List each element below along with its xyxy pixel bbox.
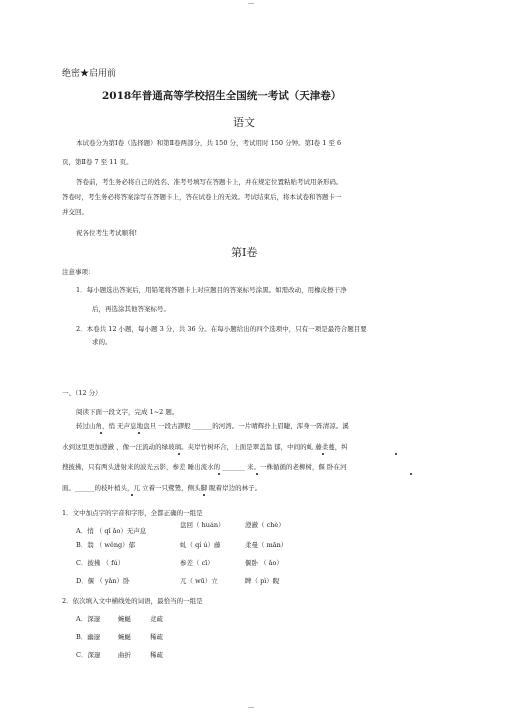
section1-label: 一、（12 分）	[62, 389, 102, 397]
q2-option-c-word1: C．深邃	[76, 651, 101, 659]
passage-line-3: 搜披拂，只有两头进射来的波光云影，参差 睡出流水的 _______ 来。一株循循的老柳树，偃 卧在河	[62, 463, 347, 471]
q1-option-d-item2: 兀（ wū）立	[180, 577, 218, 585]
q1-option-a: A．悄 （ qǐ ǎo）无声息	[76, 527, 147, 535]
emphasis-dot	[100, 432, 102, 434]
emphasis-dot	[138, 432, 140, 434]
q1-option-b-item2: 虬（ qí ú）藤	[180, 541, 221, 549]
q2-option-b-word3: 稀疏	[150, 633, 163, 641]
q1-option-a-item3: 澄澈（ chè）	[245, 521, 285, 529]
intro-line-5: 并交回。	[62, 208, 88, 216]
q1-option-b-item3: 柔曼（ mān）	[245, 541, 288, 549]
note-1a: 1．每小题选出答案后，用铅笔将答题卡上对应题目的答案标号涂黑。如需改动，用橡皮擦干净	[76, 286, 347, 294]
emphasis-dot	[322, 453, 324, 455]
q1-stem: 1．文中加点字的字音和字形，全都正确的一组是	[62, 509, 203, 517]
q1-option-a-item2: 盘回（ huán）	[180, 521, 225, 529]
intro-line-6: 祝各位考生考试顺利!	[76, 229, 138, 237]
note-2a: 2．本卷共 12 小题，每小题 3 分，共 36 分。在每小题给出的四个选项中，只有一项是最符合题目要	[76, 325, 367, 333]
q2-option-c-word3: 稀疏	[150, 651, 163, 659]
note-1b: 后，再选涂其他答案标号。	[92, 305, 170, 313]
emphasis-dot	[395, 453, 397, 455]
q1-option-c: C．披拂 （ fú）	[76, 559, 125, 567]
q1-option-c-item2: 参差（ cī）	[180, 559, 214, 567]
q2-option-b-word1: B．幽邃	[76, 633, 101, 641]
emphasis-dot	[178, 453, 180, 455]
q1-option-d: D．偃 （ yǎn）卧	[76, 577, 130, 585]
emphasis-dot	[256, 473, 258, 475]
passage-line-1: 转过山角，悄 无声息地盘旦 一段古謬般 ______的河湾。一片晴辉扑上眉睫，浑身一阵清凉。溪	[76, 422, 349, 430]
reading-instruction: 阅读下面一段文字，完成 1~2 题。	[76, 408, 179, 416]
q2-option-a-word2: 蜿蜒	[118, 615, 131, 623]
intro-line-1: 本试卷分为第Ⅰ卷（选择题）和第Ⅱ卷两部分，共 150 分，考试用时 150 分钟。第Ⅰ卷 1 至 6	[76, 139, 342, 147]
q2-stem: 2．依次填入文中横线处的词语，最恰当的一组是	[62, 597, 203, 605]
subject-title: 语文	[233, 116, 255, 129]
q2-option-a-word1: A．深邃	[76, 615, 101, 623]
exam-title: 2018年普通高等学校招生全国统一考试（天津卷）	[102, 90, 342, 102]
notice-label: 注意事项：	[62, 268, 95, 276]
intro-line-2: 页，第Ⅱ卷 7 至 11 页。	[62, 158, 133, 166]
secret-label: 绝密★启用前	[62, 69, 117, 79]
part1-title: 第Ⅰ卷	[231, 246, 258, 259]
q1-option-b: B．翁 （ wěng）郁	[76, 541, 136, 549]
emphasis-dot	[218, 473, 220, 475]
q2-option-b-word2: 蜿蜒	[118, 633, 131, 641]
emphasis-dot	[410, 473, 412, 475]
bottom-marker: ---	[248, 704, 255, 711]
passage-line-2: 水到这里更加澄澈 ，像一汪流动的绿玻璃。夹岸竹树环合，上面是翠盖翁 郁，中间的虬 藤柔蔓，纠	[62, 443, 348, 451]
q2-option-a-word3: 竞疏	[150, 615, 163, 623]
q1-option-c-item3: 偃卧 （ ǎo）	[245, 559, 283, 567]
q2-option-c-word2: 曲折	[118, 651, 131, 659]
top-marker: ---	[248, 0, 255, 7]
passage-line-4: 面。______的枝叶梢头，兀 立着一只鹭鸶，侧头脚 睨着岸边的林子。	[62, 484, 262, 492]
emphasis-dot	[203, 494, 205, 496]
note-2b: 求的。	[92, 338, 112, 346]
intro-line-4: 答卷时，考生务必将答案涂写在答题卡上，答在试卷上的无效。考试结束后，将本试卷和答题卡一	[62, 193, 342, 201]
q1-option-d-item3: 睥（ pì）睨	[245, 577, 280, 585]
intro-line-3: 答卷前，考生务必将自己的姓名、准考号填写在答题卡上，并在规定位置粘贴考试用条形码。	[76, 178, 343, 186]
emphasis-dot	[131, 494, 133, 496]
